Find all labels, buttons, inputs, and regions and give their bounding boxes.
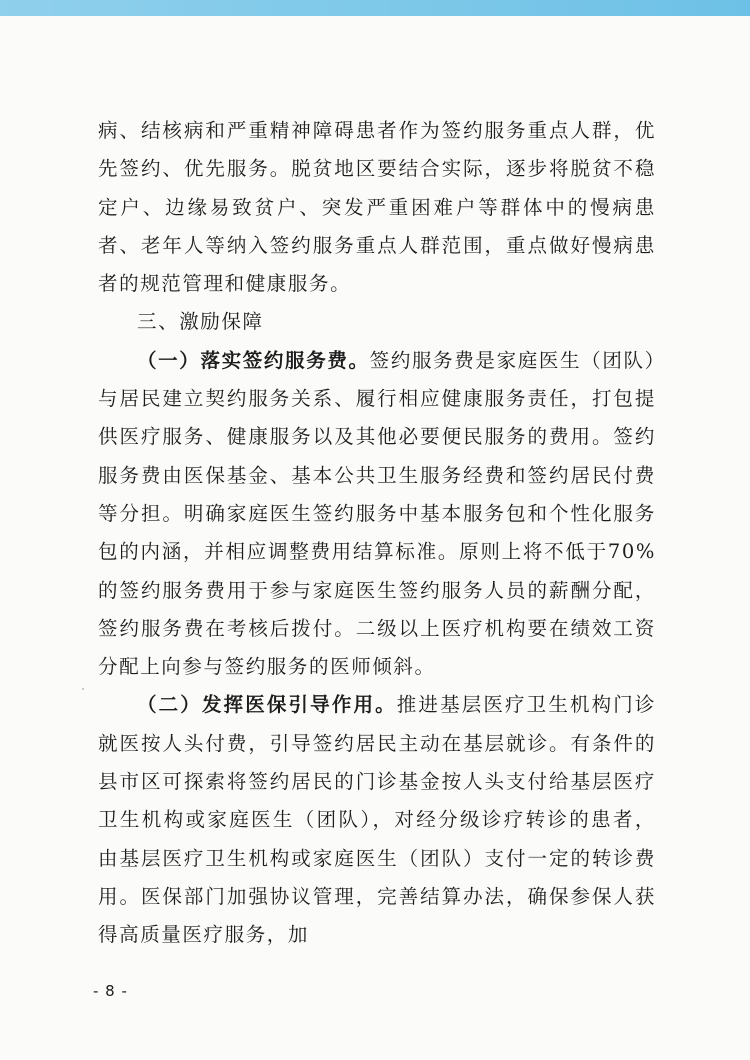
subheading-signing-fee: （一）落实签约服务费。 (137, 348, 370, 372)
paragraph-signing-fee (98, 342, 656, 687)
document-body (98, 112, 656, 955)
paragraph-medical-insurance-text: 推进基层医疗卫生机构门诊就医按人头付费，引导签约居民主动在基层就诊。有条件的县市区可探索将签约居民的门诊基金按人头支付给基层医疗卫生机构或家庭医生（团队），对经分级诊疗转诊的患者，由基层医疗卫生机构或家庭医生（团队）支付一定的转诊费用。医保部门加强协议管理，完善结算办法，确保参保人获得高质量医疗服务，加 (98, 693, 657, 947)
margin-mark (82, 688, 84, 690)
top-edge-bar (0, 0, 750, 16)
paragraph-signing-fee-text: 签约服务费是家庭医生（团队）与居民建立契约服务关系、履行相应健康服务责任，打包提供医疗服务、健康服务以及其他必要便民服务的费用。签约服务费由医保基金、基本公共卫生服务经费和签约居民付费等分担。明确家庭医生签约服务中基本服务包和个性化服务包的内涵，并相应调整费用结算标准。原则上将不低于70%的签约服务费用于参与家庭医生签约服务人员的薪酬分配，签约服务费在考核后拨付。二级以上医疗机构要在绩效工资分配上向参与签约服务的医师倾斜。 (98, 348, 656, 679)
subheading-medical-insurance: （二）发挥医保引导作用。 (137, 693, 397, 717)
paragraph-medical-insurance (98, 686, 656, 954)
page-number: - 8 - (93, 982, 128, 1000)
section-heading: 三、激励保障 (137, 310, 264, 334)
paragraph-continuation: 病、结核病和严重精神障碍患者作为签约服务重点人群，优先签约、优先服务。脱贫地区要结合实际，逐步将脱贫不稳定户、边缘易致贫户、突发严重困难户等群体中的慢病患者、老年人等纳入签约服务重点人群范围，重点做好慢病患者的规范管理和健康服务。 (98, 119, 656, 296)
